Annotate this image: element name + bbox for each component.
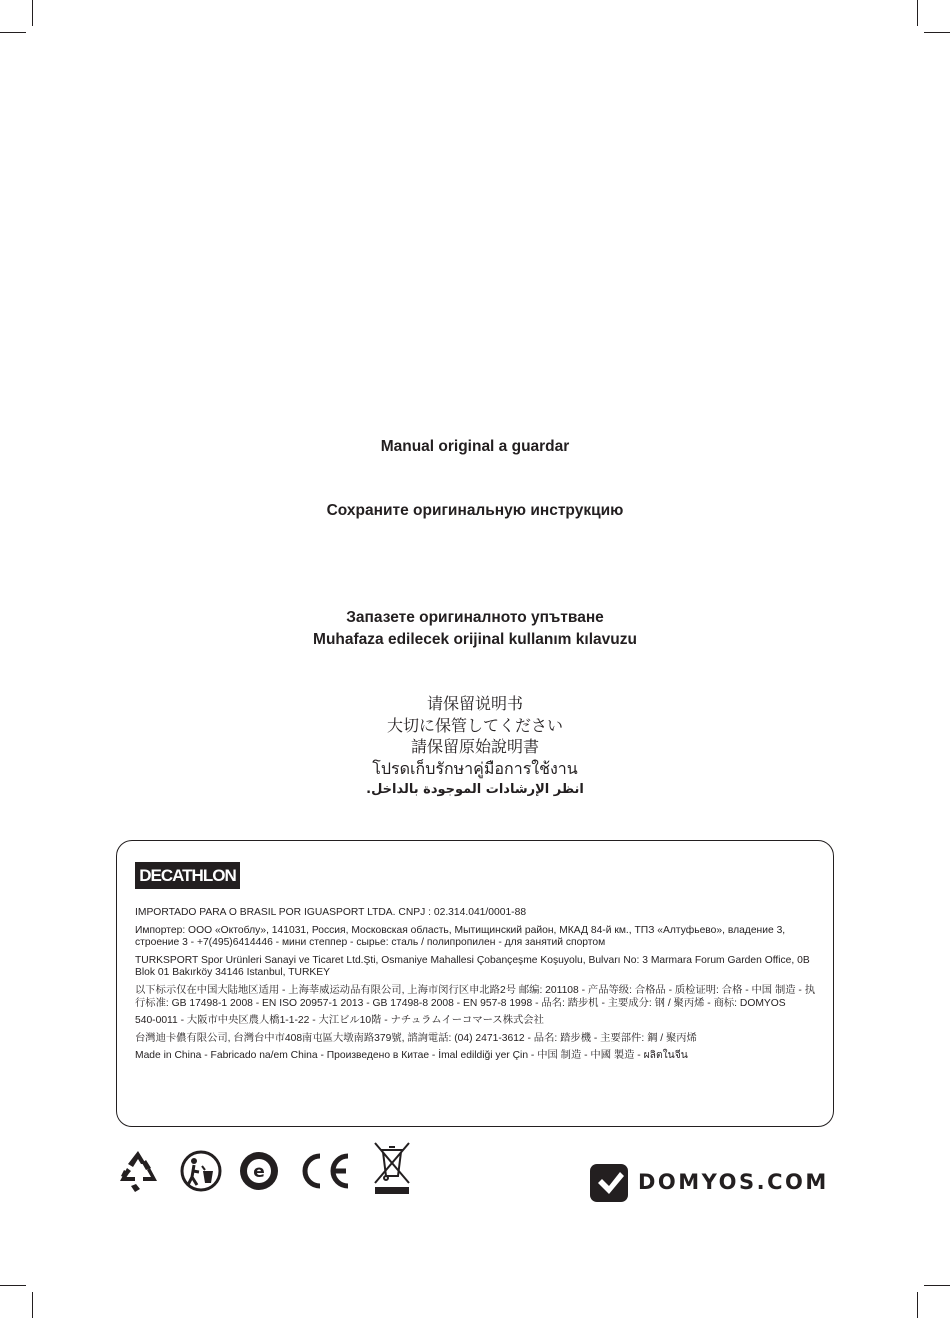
keep-manual-bulgarian-turkish-block (0, 607, 950, 651)
importer-taiwan: 台灣迪卡儂有限公司, 台灣台中市408南屯區大墩南路379號, 諮詢電話: (04) 2471-3612 - 品名: 踏步機 - 主要部件: 鋼 / 聚丙烯 (135, 1032, 697, 1044)
crop-mark (924, 32, 950, 33)
keep-manual-turkish: Muhafaza edilecek orijinal kullanım kılavuzu (313, 631, 637, 648)
keep-manual-portuguese-block (0, 436, 950, 458)
crossed-bin-icon (372, 1140, 412, 1196)
crop-mark (32, 1292, 33, 1318)
keep-manual-russian: Сохраните оригинальную инструкцию (326, 502, 624, 519)
svg-text:e: e (253, 1162, 265, 1182)
domyos-badge (590, 1164, 628, 1202)
keep-manual-portuguese: Manual original a guardar (380, 438, 570, 455)
decathlon-logo: DECATHLON (135, 862, 240, 889)
importer-info-lines (135, 907, 815, 1068)
crop-mark (0, 1285, 26, 1286)
made-in-china: Made in China - Fabricado na/em China - Произведено в Китае - İmal edildiği yer Çin - 中国 制造 - 中國 製造 - ผลิตในจีน (135, 1050, 688, 1062)
keep-manual-chinese-simplified: 请保留说明书 (426, 694, 523, 713)
importer-russia: Импортер: ООО «Октоблу», 141031, Россия, Московская область, Мытищинский район, МКАД 84-й км., ТПЗ «Алтуфьево», владение 3, строение 3 - +7(495)6414446 - мини степпер - сырье: сталь / полипропилен - для занятий спортом (135, 924, 786, 949)
recycle-icon (116, 1148, 160, 1192)
crop-mark (917, 1292, 918, 1318)
keep-manual-russian-block (0, 500, 950, 522)
crop-mark (0, 32, 26, 33)
importer-info-box (116, 840, 834, 1127)
website-url: DOMYOS.COM (638, 1170, 829, 1194)
importer-japan: 540-0011 - 大阪市中央区農人橋1-1-22 - 大江ビル10階 - ナチュラムイーコマース株式会社 (135, 1015, 544, 1027)
tidyman-icon (180, 1150, 222, 1192)
triman-icon (238, 1150, 280, 1192)
keep-manual-chinese-traditional: 請保留原始說明書 (410, 737, 539, 756)
domyos-swoosh-icon (590, 1164, 628, 1202)
keep-manual-thai: โปรดเก็บรักษาคู่มือการใช้งาน (372, 758, 578, 778)
keep-manual-asian-block (0, 693, 950, 801)
crop-mark (32, 0, 33, 26)
crop-mark (917, 0, 918, 26)
keep-manual-bulgarian: Запазете оригиналното упътване (346, 609, 604, 626)
crop-mark (924, 1285, 950, 1286)
domyos-website-logo (590, 1164, 840, 1202)
ce-mark-icon (298, 1152, 352, 1190)
importer-china: 以下标示仅在中国大陆地区适用 - 上海莘威运动品有限公司, 上海市闵行区申北路2号 邮编: 201108 - 产品等级: 合格品 - 质检证明: 合格 - 中国 制造 - 执行标准: GB 17498-1 2008 - EN ISO 20957-1 2013 - GB 17498-8 2008 - EN 957-8 1998 - 品名: 踏步机 - 主要成分: 钢 / 聚丙烯 - 商标: DOMYOS (135, 984, 816, 1009)
importer-brazil: IMPORTADO PARA O BRASIL POR IGUASPORT LTDA. CNPJ : 02.314.041/0001-88 (135, 907, 527, 918)
keep-manual-japanese: 大切に保管してください (386, 715, 563, 735)
keep-manual-arabic: انظر الإرشادات الموجودة بالداخل. (366, 782, 584, 797)
importer-turkey: TURKSPORT Spor Urünleri Sanayi ve Ticaret Ltd.Şti, Osmaniye Mahallesi Çobançeşme Koşuyolu, Bulvarı No: 3 Marmara Forum Garden Office, 0B Blok 01 Bakırköy 34146 Istanbul, TURKEY (135, 954, 810, 979)
